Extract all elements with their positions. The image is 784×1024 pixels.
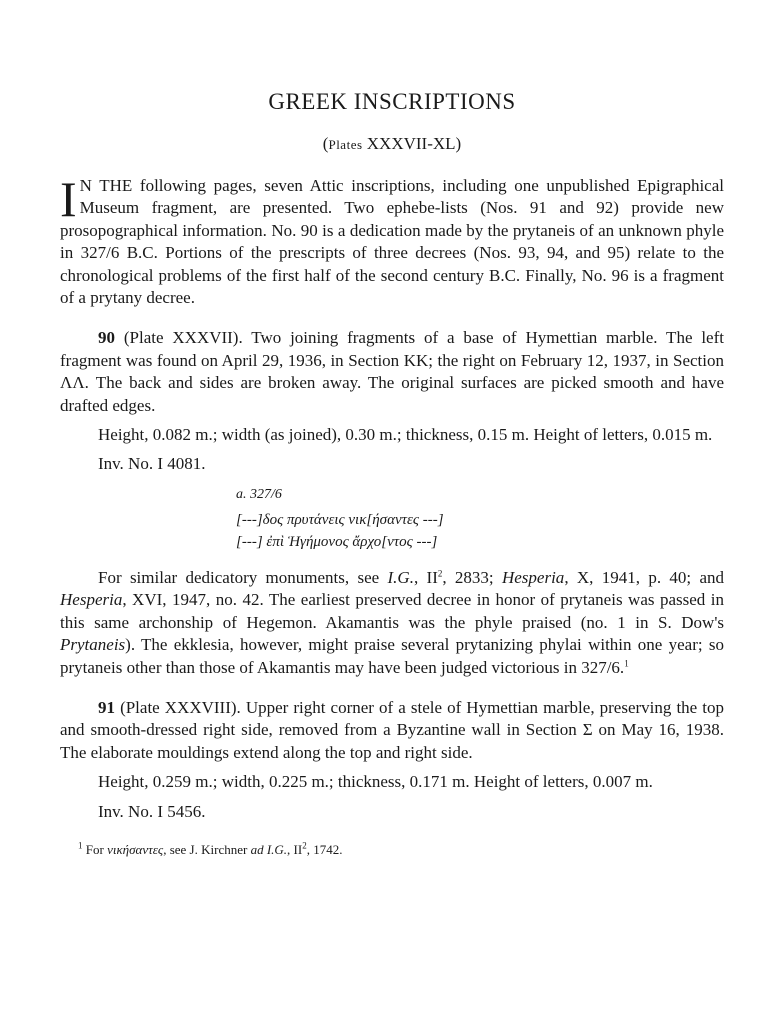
footnote-part: , 1742.	[306, 841, 343, 857]
subtitle-plates-word: Plates	[328, 137, 363, 152]
entry-90-inventory: Inv. No. I 4081.	[98, 454, 206, 474]
entry-90-number: 90	[98, 328, 115, 348]
comment-hesperia: Hesperia	[501, 567, 565, 587]
comment-part: , II	[413, 567, 438, 587]
comment-prytaneis: Prytaneis	[60, 635, 126, 655]
footnote-reference: 1	[624, 657, 629, 668]
footnote-part: , II	[287, 841, 303, 857]
entry-91-dimensions: Height, 0.259 m.; width, 0.225 m.; thickness, 0.171 m. Height of letters, 0.007 m.	[98, 772, 653, 792]
entry-91-text: (Plate XXXVIII). Upper right corner of a stele of Hymettian marble, preserving the top and smooth-dressed right side, removed from a Byzantine wall in Section Σ on May 16, 1938. The elaborate mouldings extend along the top and right side.	[60, 697, 724, 762]
entry-90-text: (Plate XXXVII). Two joining fragments of a base of Hymettian marble. The left fragment was found on April 29, 1936, in Section KK; the right on February 12, 1937, in Section ΛΛ. The back and sides are broken away. The original surfaces are picked smooth and have drafted edges.	[60, 328, 724, 415]
inscription-text	[236, 484, 724, 553]
intro-text: N THE following pages, seven Attic inscriptions, including one unpublished Epigraphical Museum fragment, are presented. Two ephebe-lists (Nos. 91 and 92) provide new prosopographical information. No. 90 is a dedication made by the prytaneis of an unknown phyle in 327/6 B.C. Portions of the prescripts of three decrees (Nos. 93, 94, and 95) relate to the chronological problems of the first half of the second century B.C. Finally, No. 96 is a fragment of a prytany decree.	[60, 176, 724, 308]
comment-part: , X, 1941, p. 40; and	[564, 567, 724, 587]
comment-ig: I.G.	[387, 567, 414, 587]
footnote	[60, 841, 724, 859]
footnote-part: , see J. Kirchner	[163, 841, 251, 857]
entry-91-description	[60, 697, 724, 764]
footnote-ad: ad I.G.	[250, 841, 288, 857]
comment-hesperia: Hesperia	[60, 590, 123, 610]
footnote-greek: νικήσαντες	[107, 841, 164, 857]
inscription-line-2: [---] ἐπὶ Ἡγήμονος ἄρχο[ντος ---]	[236, 533, 438, 550]
comment-part: ). The ekklesia, however, might praise several prytanizing phylai within one year; so prytaneis other than those of Akamantis may have been judged victorious in 327/6.	[60, 635, 724, 677]
entry-91-number: 91	[98, 697, 115, 717]
entry-90-description	[60, 327, 724, 417]
drop-cap: I	[60, 171, 77, 227]
comment-part: , XVI, 1947, no. 42. The earliest preserved decree in honor of prytaneis was passed in this same archonship of Hegemon. Akamantis was the phyle praised (no. 1 in S. Dow's	[60, 590, 724, 632]
entry-91-inventory: Inv. No. I 5456.	[98, 801, 206, 821]
entry-90-commentary	[60, 567, 724, 679]
subtitle-prefix: (	[322, 134, 329, 153]
page-title: GREEK INSCRIPTIONS	[268, 89, 516, 114]
inscription-date: a. 327/6	[236, 486, 282, 502]
intro-paragraph	[60, 171, 724, 309]
footnote-sup: 2	[302, 840, 307, 851]
footnote-part: For	[85, 841, 108, 857]
entry-90-dimensions: Height, 0.082 m.; width (as joined), 0.30 m.; thickness, 0.15 m. Height of letters, 0.015 m.	[98, 425, 713, 445]
subtitle-range: XXXVII-XL)	[366, 134, 462, 153]
comment-part: , 2833;	[442, 567, 502, 587]
comment-part: For similar dedicatory monuments, see	[98, 567, 388, 587]
inscription-line-1: [---]δος πρυτάνεις νικ[ήσαντες ---]	[236, 511, 444, 528]
footnote-marker: 1	[78, 840, 83, 851]
plates-subtitle	[60, 133, 724, 156]
page	[60, 88, 724, 859]
comment-sup: 2	[437, 568, 443, 579]
